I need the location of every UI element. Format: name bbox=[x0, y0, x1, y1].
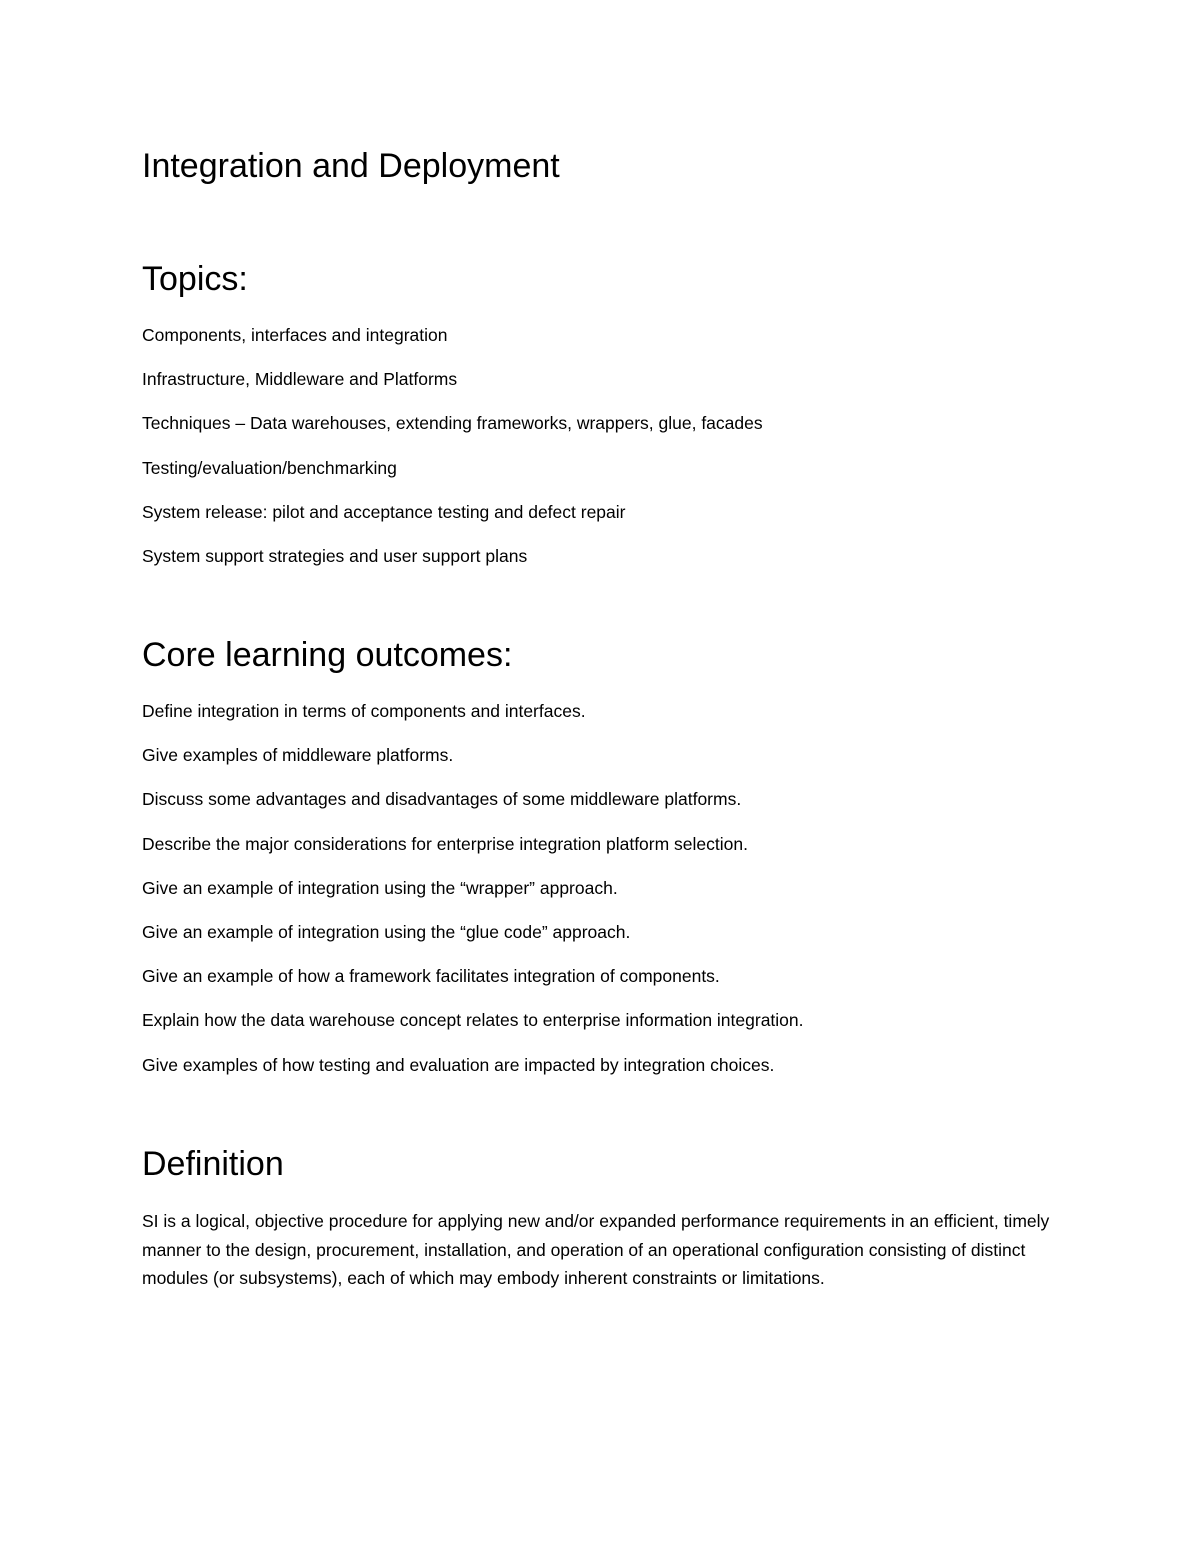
outcome-item: Define integration in terms of components and interfaces. bbox=[142, 701, 586, 721]
outcome-item: Give an example of integration using the “wrapper” approach. bbox=[142, 877, 618, 898]
topic-item: System support strategies and user support plans bbox=[142, 545, 528, 566]
topic-item: Infrastructure, Middleware and Platforms bbox=[142, 369, 458, 390]
topics-heading: Topics: bbox=[142, 260, 248, 298]
outcome-item: Give examples of how testing and evaluation are impacted by integration choices. bbox=[142, 1054, 775, 1075]
outcome-item: Explain how the data warehouse concept relates to enterprise information integration. bbox=[142, 1010, 804, 1031]
outcome-item: Describe the major considerations for enterprise integration platform selection. bbox=[142, 833, 748, 854]
topic-item: Components, interfaces and integration bbox=[142, 325, 448, 345]
outcome-item: Give examples of middleware platforms. bbox=[142, 745, 454, 766]
topic-item: System release: pilot and acceptance testing and defect repair bbox=[142, 501, 626, 522]
outcome-item: Discuss some advantages and disadvantages of some middleware platforms. bbox=[142, 789, 742, 810]
outcome-item: Give an example of integration using the “glue code” approach. bbox=[142, 921, 631, 942]
outcomes-heading: Core learning outcomes: bbox=[142, 636, 513, 674]
outcomes-list bbox=[142, 699, 804, 1097]
outcome-item: Give an example of how a framework facilitates integration of components. bbox=[142, 966, 720, 987]
topic-item: Testing/evaluation/benchmarking bbox=[142, 457, 397, 478]
topic-item: Techniques – Data warehouses, extending frameworks, wrappers, glue, facades bbox=[142, 413, 763, 434]
definition-paragraph: SI is a logical, objective procedure for applying new and/or expanded performance requirements in an efficient, timely manner to the design, procurement, installation, and operation of an operational configuration consisting of distinct modules (or subsystems), each of which may embody inherent constraints or limitations. bbox=[142, 1211, 1050, 1289]
document-title: Integration and Deployment bbox=[142, 147, 560, 185]
definition-heading: Definition bbox=[142, 1145, 284, 1183]
topics-list bbox=[142, 323, 763, 588]
